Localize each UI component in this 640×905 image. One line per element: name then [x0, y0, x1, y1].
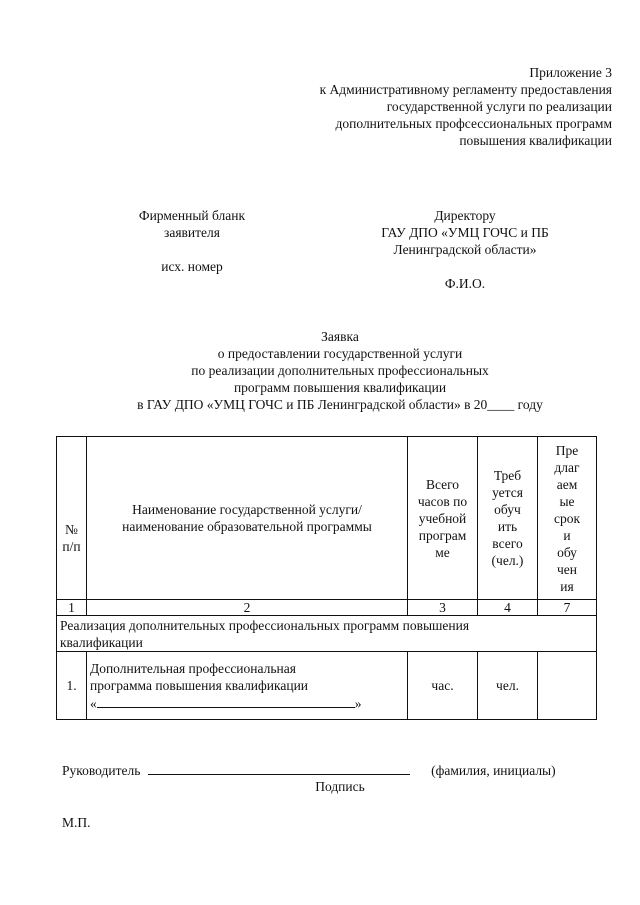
- section-title: Реализация дополнительных профессиональных программ повышения квалификации: [57, 616, 597, 652]
- letterhead-label-2: заявителя: [164, 225, 220, 240]
- table-row: [57, 652, 597, 720]
- applicant-block: [112, 207, 272, 275]
- header-hours: Всего часов по учебной програм ме: [408, 437, 478, 600]
- header-name: Наименование государственной услуги/ наименование образовательной программы: [87, 437, 408, 600]
- header-num: № п/п: [57, 437, 87, 600]
- stamp-label: М.П.: [62, 815, 91, 830]
- col-number: 1: [57, 600, 87, 616]
- table-header-row: [57, 437, 597, 600]
- head-label: Руководитель: [62, 763, 141, 778]
- program-title-blank[interactable]: [97, 694, 355, 708]
- col-number: 7: [538, 600, 597, 616]
- addressee-fio: Ф.И.О.: [444, 276, 486, 291]
- title-line: по реализации дополнительных профессиональных: [191, 363, 489, 378]
- row-num: 1.: [57, 652, 87, 720]
- appendix-line: к Административному регламенту предоставления: [319, 82, 612, 97]
- signature-line: [62, 761, 622, 779]
- col-number: 4: [478, 600, 538, 616]
- appendix-header: [192, 64, 612, 149]
- title-line: в ГАУ ДПО «УМЦ ГОЧС и ПБ Ленинградской области» в 20____ году: [137, 397, 543, 412]
- document-title: [60, 328, 620, 413]
- addressee-org-2: Ленинградской области»: [393, 242, 537, 257]
- column-number-row: [57, 600, 597, 616]
- request-table: [56, 436, 597, 720]
- row-term[interactable]: [538, 652, 597, 720]
- header-people: Треб уется обуч ить всего (чел.): [478, 437, 538, 600]
- quote-open: «: [90, 695, 97, 711]
- signature-blank[interactable]: [148, 761, 410, 775]
- addressee-position: Директору: [434, 208, 496, 223]
- header-term: Пре длаг аем ые срок и обу чен ия: [538, 437, 597, 600]
- section-row: [57, 616, 597, 652]
- appendix-line: повышения квалификации: [459, 133, 612, 148]
- name-hint: (фамилия, инициалы): [431, 763, 556, 778]
- title-line: о предоставлении государственной услуги: [217, 346, 463, 361]
- row-people[interactable]: чел.: [478, 652, 538, 720]
- program-name-line-2: программа повышения квалификации: [90, 677, 309, 693]
- program-title-field[interactable]: [90, 694, 406, 712]
- row-hours[interactable]: час.: [408, 652, 478, 720]
- col-number: 2: [87, 600, 408, 616]
- signature-hint: Подпись: [315, 779, 365, 794]
- letterhead-label: Фирменный бланк: [138, 208, 246, 223]
- appendix-line: Приложение 3: [529, 65, 612, 80]
- appendix-line: дополнительных профсессиональных программ: [335, 116, 612, 131]
- outgoing-number-label: исх. номер: [161, 259, 223, 274]
- row-program-name: [87, 652, 408, 720]
- addressee-block: [340, 207, 590, 292]
- appendix-line: государственной услуги по реализации: [386, 99, 612, 114]
- quote-close: »: [354, 695, 362, 711]
- addressee-org: ГАУ ДПО «УМЦ ГОЧС и ПБ: [381, 225, 549, 240]
- title-line: программ повышения квалификации: [233, 380, 447, 395]
- program-name-line: Дополнительная профессиональная: [90, 660, 296, 676]
- col-number: 3: [408, 600, 478, 616]
- title-line: Заявка: [321, 329, 359, 344]
